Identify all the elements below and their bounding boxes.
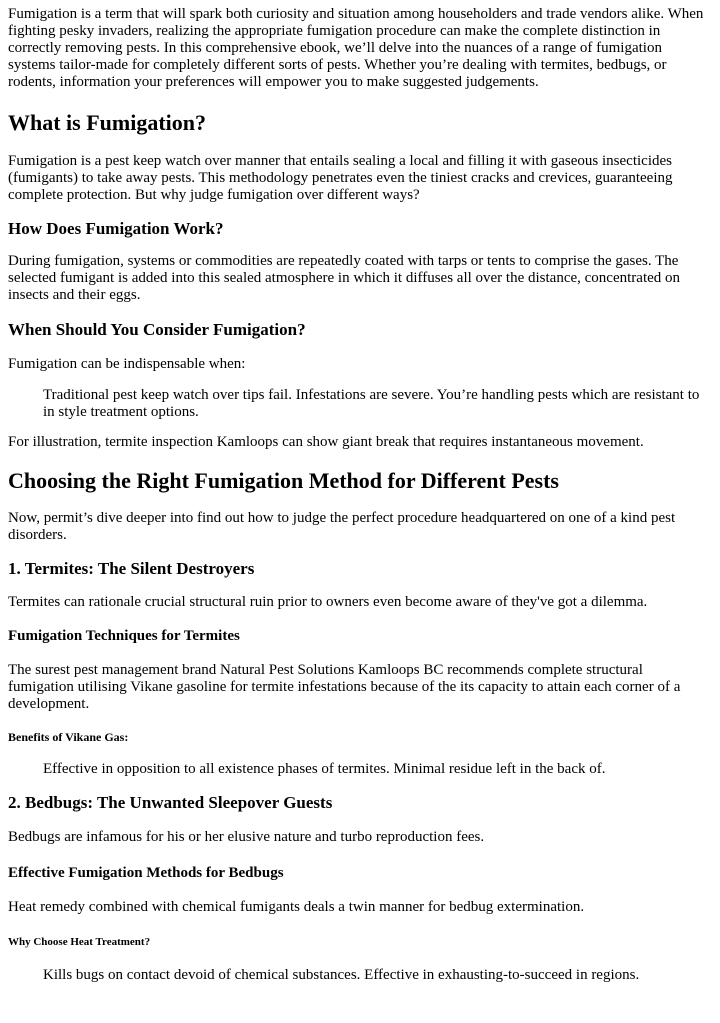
termite-inspection-paragraph: For illustration, termite inspection Kamloops can show giant break that requires instantaneous movement. — [8, 434, 644, 450]
termite-techniques-paragraph: The surest pest management brand Natural Pest Solutions Kamloops BC recommends complete structural fumigation utilising Vikane gasoline for termite infestations because of the its capacity to attain each corner of a development. — [8, 662, 681, 712]
heat-treatment-quote: Kills bugs on contact devoid of chemical substances. Effective in exhausting-to-succeed in regions. — [43, 967, 640, 983]
termites-paragraph: Termites can rationale crucial structural ruin prior to owners even become aware of they've got a dilemma. — [8, 594, 648, 610]
vikane-benefits-quote: Effective in opposition to all existence phases of termites. Minimal residue left in the back of. — [43, 761, 606, 777]
heading-vikane-benefits: Benefits of Vikane Gas: — [8, 730, 129, 744]
choosing-paragraph: Now, permit’s dive deeper into find out how to judge the perfect procedure headquartered on one of a kind pest disorders. — [8, 510, 676, 543]
how-works-paragraph: During fumigation, systems or commodities are repeatedly coated with tarps or tents to comprise the gases. The selected fumigant is added into this sealed atmosphere in which it diffuses all over the distance, concentrated on insects and their eggs. — [8, 253, 681, 303]
heading-choosing-method: Choosing the Right Fumigation Method for Different Pests — [8, 468, 559, 493]
heading-why-heat-treatment: Why Choose Heat Treatment? — [8, 936, 151, 948]
heading-termites: 1. Termites: The Silent Destroyers — [8, 559, 255, 578]
heading-when-consider: When Should You Consider Fumigation? — [8, 320, 306, 339]
article — [0, 6, 720, 984]
when-consider-quote: Traditional pest keep watch over tips fail. Infestations are severe. You’re handling pests which are resistant to in style treatment options. — [43, 387, 700, 420]
when-consider-paragraph: Fumigation can be indispensable when: — [8, 356, 246, 372]
heading-what-is-fumigation: What is Fumigation? — [8, 110, 207, 135]
heading-termite-techniques: Fumigation Techniques for Termites — [8, 628, 240, 644]
heading-bedbug-methods: Effective Fumigation Methods for Bedbugs — [8, 865, 284, 881]
bedbug-methods-paragraph: Heat remedy combined with chemical fumigants deals a twin manner for bedbug extermination. — [8, 899, 585, 915]
heading-how-fumigation-works: How Does Fumigation Work? — [8, 219, 224, 238]
heading-bedbugs: 2. Bedbugs: The Unwanted Sleepover Guests — [8, 793, 333, 812]
bedbugs-paragraph: Bedbugs are infamous for his or her elusive nature and turbo reproduction fees. — [8, 829, 485, 845]
intro-paragraph: Fumigation is a term that will spark both curiosity and situation among householders and trade vendors alike. When fighting pesky invaders, realizing the appropriate fumigation procedure can make the complete distinction in correctly removing pests. In this comprehensive ebook, we’ll delve into the nuances of a range of fumigation systems tailor-made for completely different sorts of pests. Whether you’re dealing with termites, bedbugs, or rodents, information your preferences will empower you to make suggested judgements. — [8, 6, 704, 90]
what-is-paragraph: Fumigation is a pest keep watch over manner that entails sealing a local and filling it with gaseous insecticides (fumigants) to take away pests. This methodology penetrates even the tiniest cracks and crevices, guaranteeing complete protection. But why judge fumigation over different ways? — [8, 153, 673, 203]
